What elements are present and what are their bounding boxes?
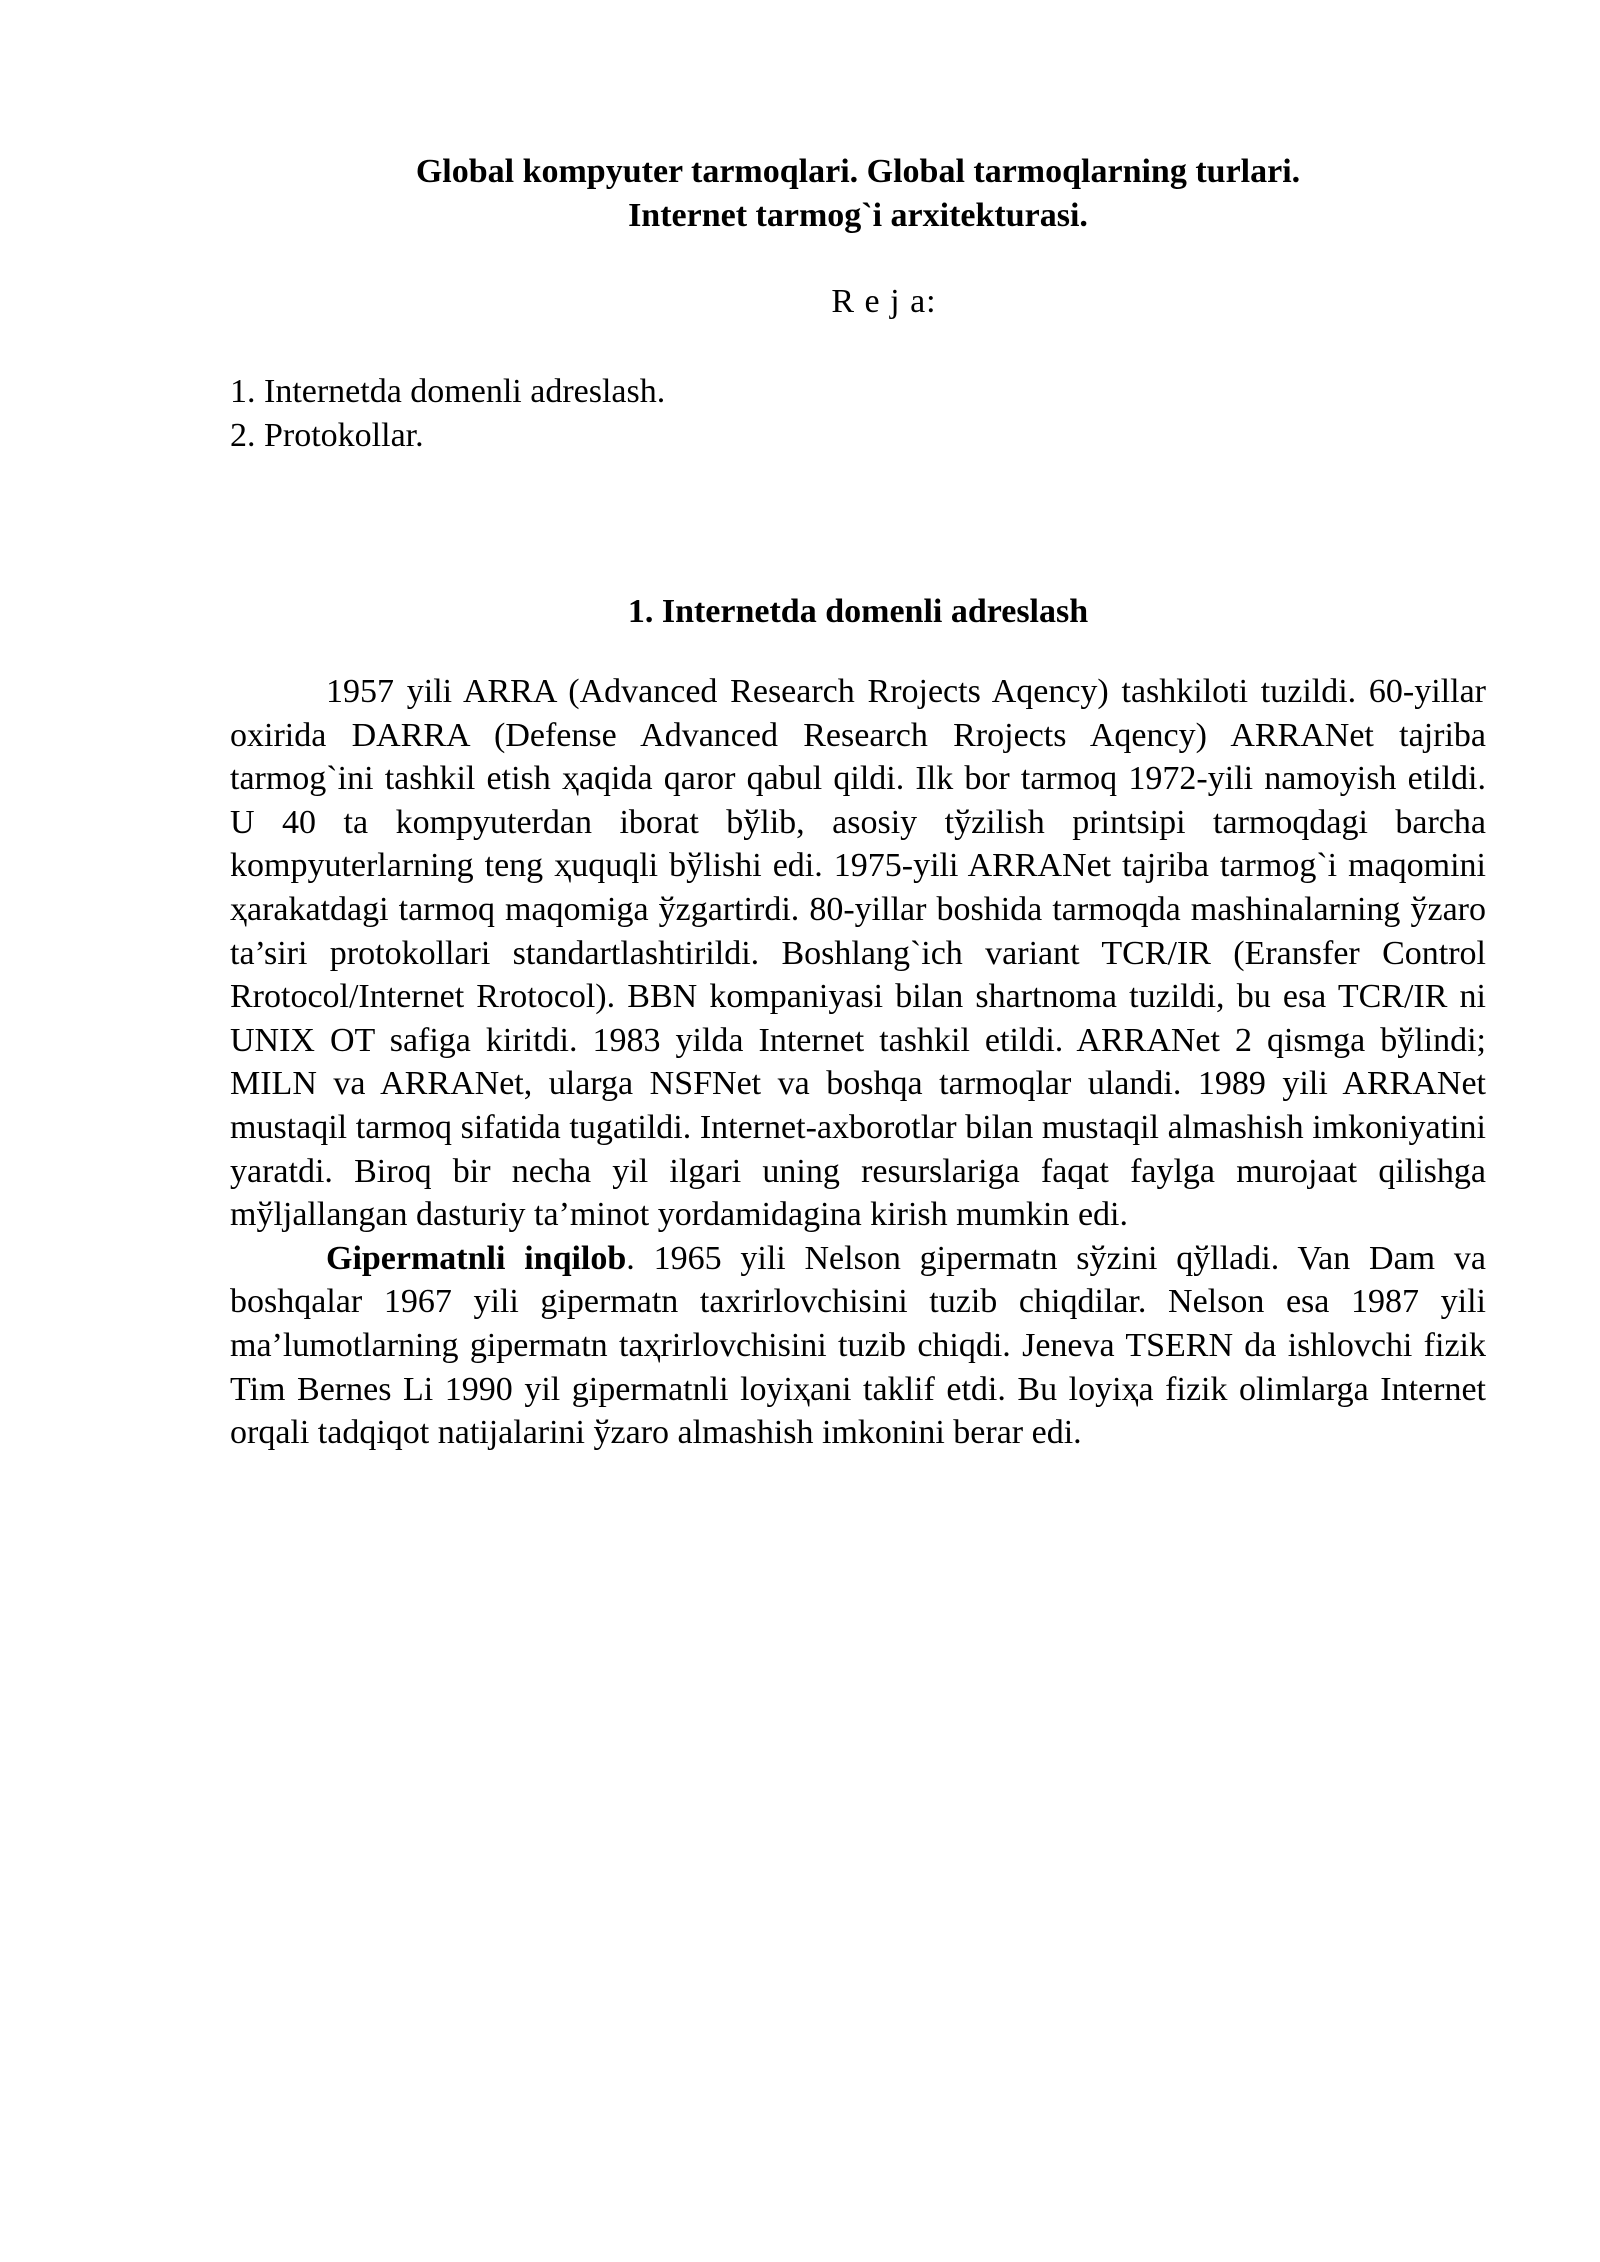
plan-heading: R e j a: bbox=[831, 283, 937, 320]
section-heading: 1. Internetda domenli adreslash bbox=[627, 593, 1089, 630]
document-title bbox=[230, 150, 1486, 238]
plan-item: 2. Protokollar. bbox=[230, 417, 424, 454]
plan-list bbox=[230, 370, 1486, 458]
plan-item: 1. Internetda domenli adreslash. bbox=[230, 373, 666, 410]
title-line-1: Global kompyuter tarmoqlari. Global tarmoqlarning turlari. bbox=[415, 153, 1301, 190]
paragraph-body: . 1965 yili Nelson gipermatn sўzini qўlladi. Van Dam va boshqalar 1967 yili gipermatn taxrirlovchisini tuzib chiqdilar. Nelson esa 1987 yili ma’lumotlarning gipermatn taҳrirlovchisini tuzib chiqdi. Jeneva TSERN da ishlovchi fizik Tim Bernes Li 1990 yil gipermatnli loyiҳani taklif etdi. Bu loyiҳa fizik olimlarga Internet orqali tadqiqot natijalarini ўzaro almashish imkonini berar edi. bbox=[230, 1239, 1487, 1452]
paragraph-lead-bold: Gipermatnli inqilob bbox=[326, 1239, 627, 1277]
document-page bbox=[230, 150, 1486, 1455]
paragraph-history: 1957 yili ARRA (Advanced Research Rrojects Aqency) tashkiloti tuzildi. 60-yillar oxirida DARRA (Defense Advanced Research Rrojects Aqency) ARRANet tajriba tarmog`ini tashkil etish ҳaqida qaror qabul qildi. Ilk bor tarmoq 1972-yili namoyish etildi. U 40 ta kompyuterdan iborat bўlib, asosiy tўzilish printsipi tarmoqdagi barcha kompyuterlarning teng ҳuquqli bўlishi edi. 1975-yili ARRANet tajriba tarmog`i maqomini ҳarakatdagi tarmoq maqomiga ўzgartirdi. 80-yillar boshida tarmoqda mashinalarning ўzaro ta’siri protokollari standartlashtirildi. Boshlang`ich variant TCR/IR (Eransfer Control Rrotocol/Internet Rrotocol). BBN kompaniyasi bilan shartnoma tuzildi, bu esa TCR/IR ni UNIX OT safiga kiritdi. 1983 yilda Internet tashkil etildi. ARRANet 2 qismga bўlindi; MILN va ARRANet, ularga NSFNet va boshqa tarmoqlar ulandi. 1989 yili ARRANet mustaqil tarmoq sifatida tugatildi. Internet-axborotlar bilan mustaqil almashish imkoniyatini yaratdi. Biroq bir necha yil ilgari uning resurslariga faqat faylga murojaat qilishga mўljallangan dasturiy ta’minot yordamidagina kirish mumkin edi. bbox=[230, 673, 1486, 1234]
title-line-2: Internet tarmog`i arxitekturasi. bbox=[628, 197, 1088, 234]
paragraph-hypertext bbox=[230, 1237, 1486, 1455]
